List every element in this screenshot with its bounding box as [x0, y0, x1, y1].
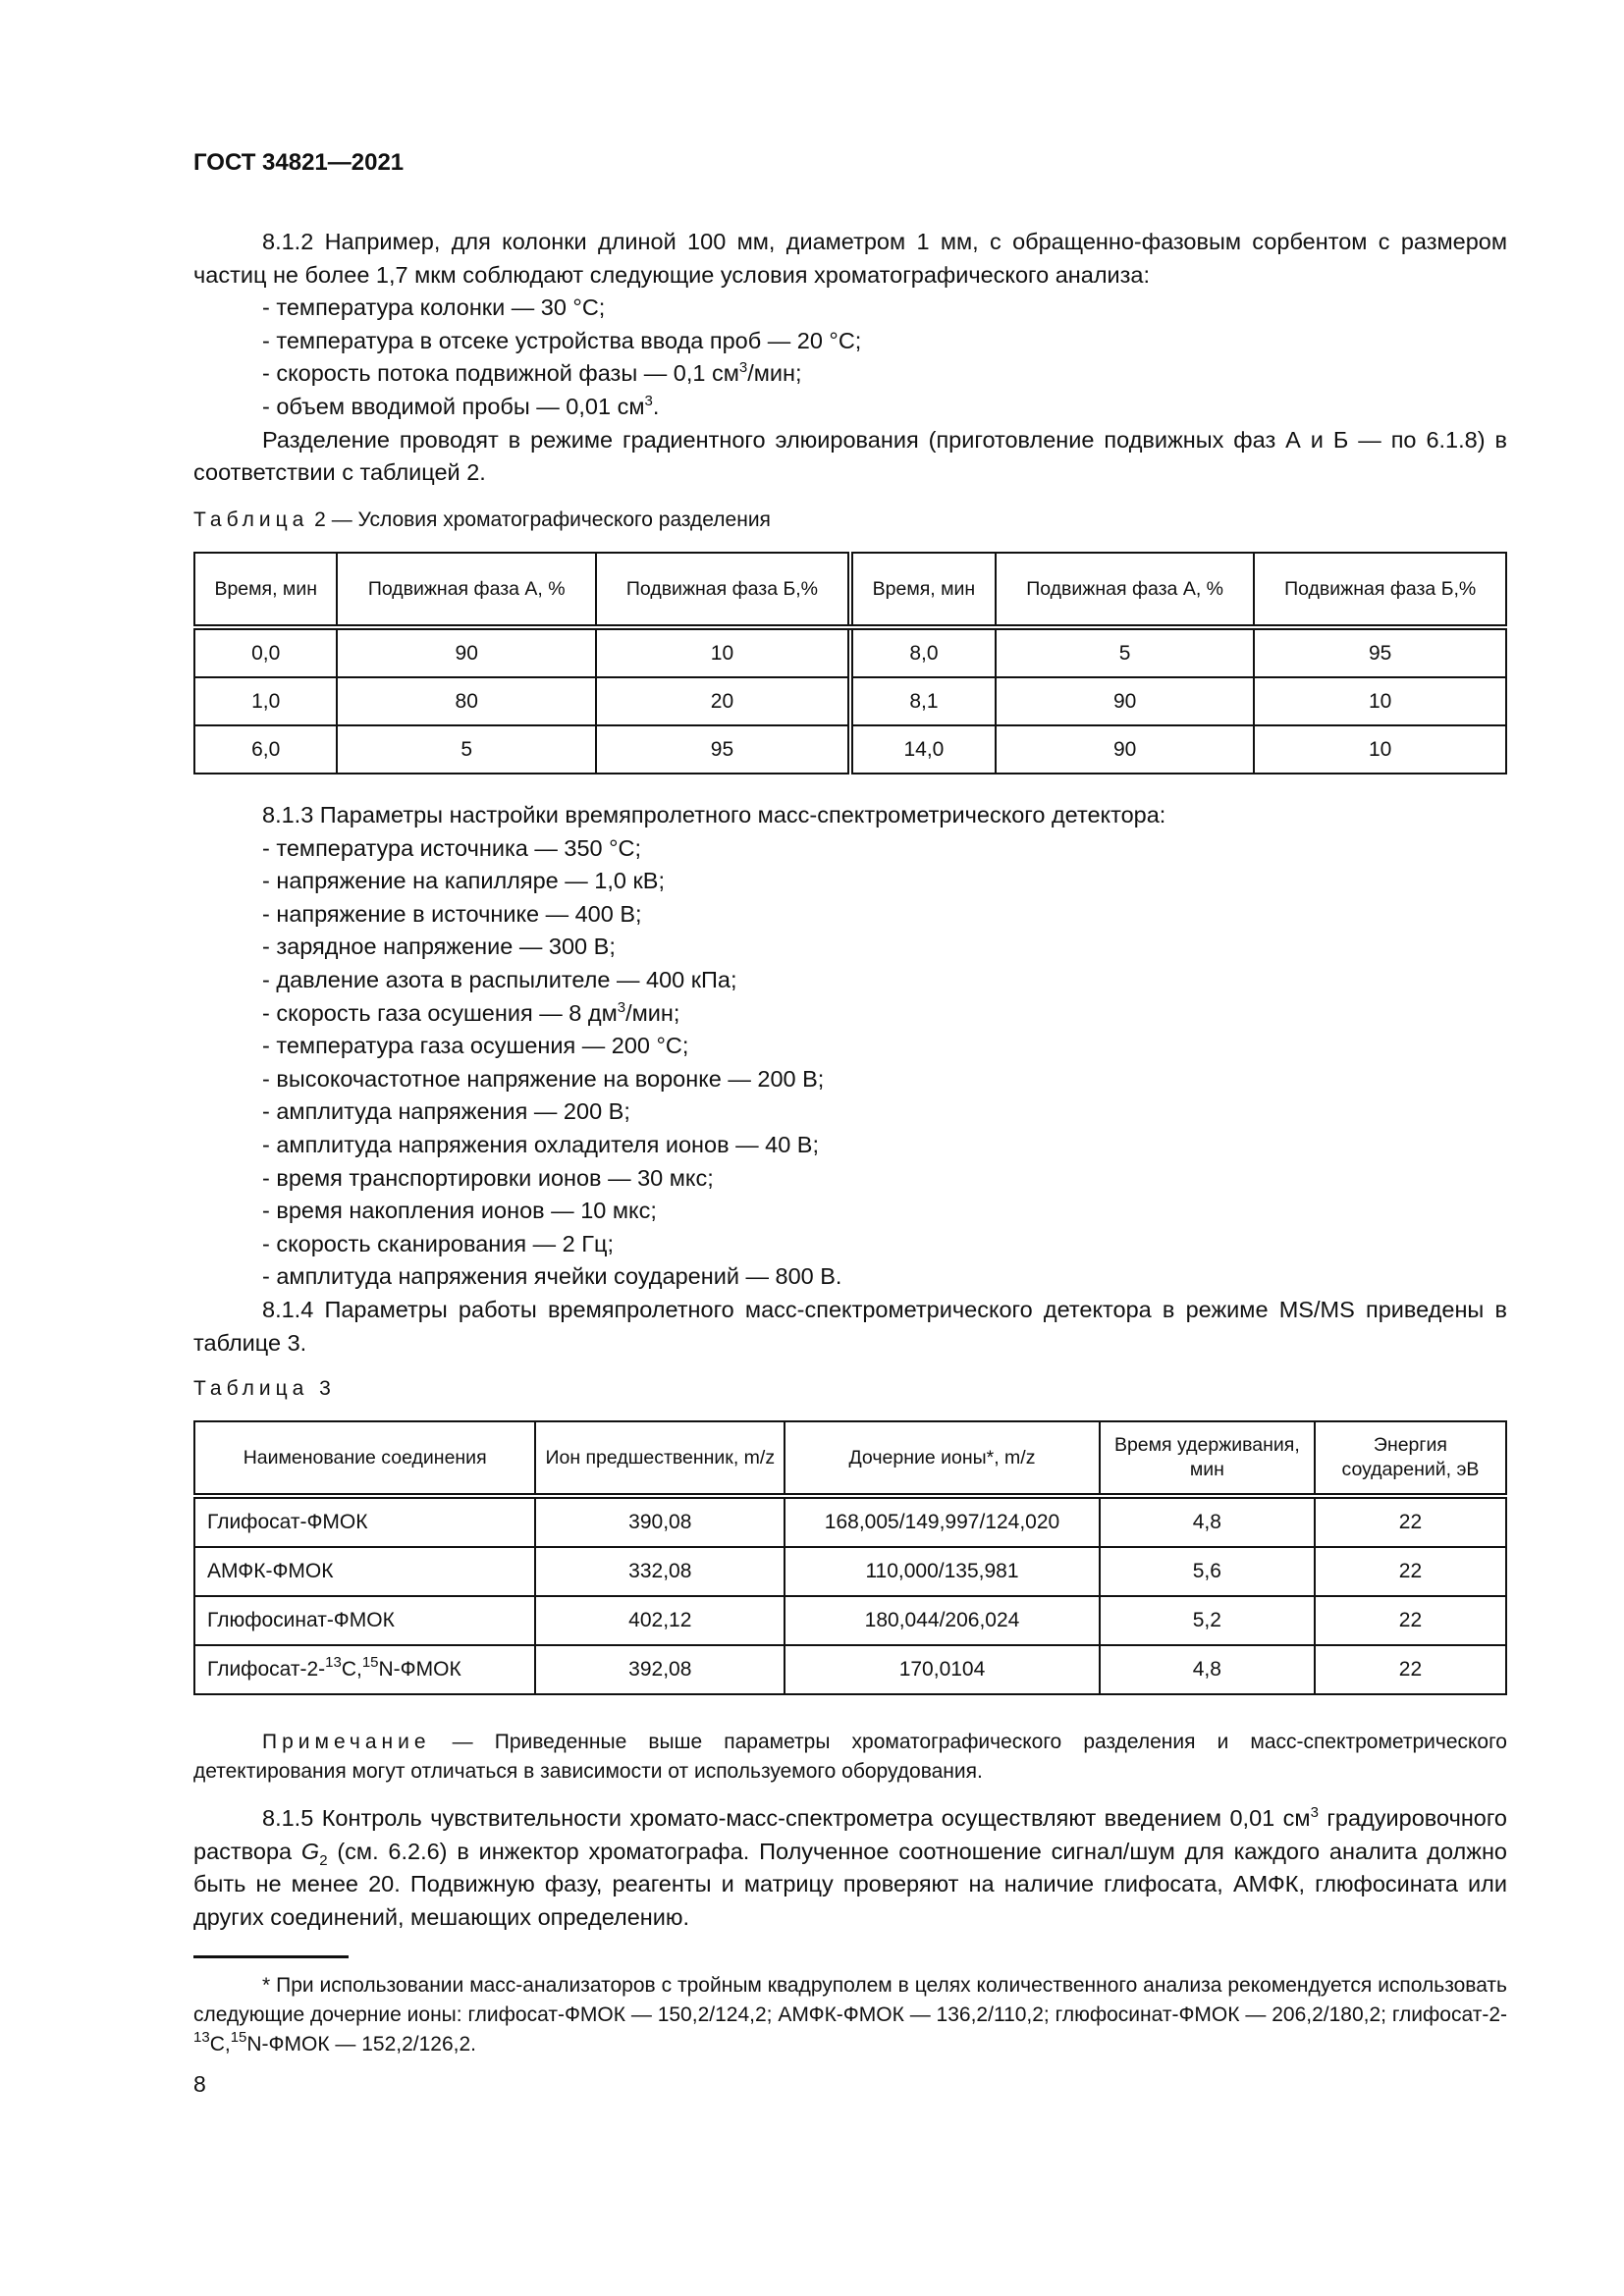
list-item: - температура в отсеке устройства ввода проб — 20 °С;: [262, 327, 862, 353]
note: [193, 1728, 1507, 1787]
page-number: 8: [193, 2071, 206, 2097]
list-item: - время транспортировки ионов — 30 мкс;: [262, 1164, 714, 1191]
superscript: 15: [230, 2029, 247, 2046]
list-item: [193, 391, 1507, 424]
cell: 22: [1315, 1547, 1506, 1596]
cell: 5,6: [1100, 1547, 1315, 1596]
text: - скорость газа осушения — 8 дм: [262, 999, 618, 1026]
column-header: Наименование соединения: [194, 1421, 535, 1496]
table2-caption: [193, 508, 1507, 532]
cell: 332,08: [535, 1547, 785, 1596]
table-row: [194, 677, 1506, 725]
note-text: [193, 1728, 1507, 1787]
list-item: - температура колонки — 30 °С;: [262, 294, 606, 321]
cell: 4,8: [1100, 1645, 1315, 1694]
text: .: [652, 393, 660, 419]
cell: 4,8: [1100, 1496, 1315, 1547]
cell: 5,2: [1100, 1596, 1315, 1645]
caption-label: Таблица: [193, 1377, 309, 1400]
cell: 8,1: [850, 677, 996, 725]
list-item: - скорость сканирования — 2 Гц;: [262, 1230, 614, 1256]
table3-caption: [193, 1377, 1507, 1401]
cell: 6,0: [194, 725, 337, 774]
list-item: - амплитуда напряжения — 200 В;: [262, 1098, 630, 1125]
paragraph-8-1-4: 8.1.4 Параметры работы времяпролетного масс-спектрометрического детектора в режиме MS/MS приведены в таблице 3.: [193, 1296, 1507, 1356]
cell: 390,08: [535, 1496, 785, 1547]
cell: 1,0: [194, 677, 337, 725]
list-item: - напряжение в источнике — 400 В;: [262, 900, 642, 927]
cell: 168,005/149,997/124,020: [785, 1496, 1100, 1547]
cell: 5: [337, 725, 595, 774]
superscript: 3: [644, 392, 653, 409]
cell: 22: [1315, 1496, 1506, 1547]
list-item: - зарядное напряжение — 300 В;: [262, 934, 616, 960]
text: G: [300, 1838, 320, 1864]
paragraph: Разделение проводят в режиме градиентного элюирования (приготовление подвижных фаз А и Б — по 6.1.8) в соответствии с таблицей 2.: [193, 426, 1507, 486]
cell: 14,0: [850, 725, 996, 774]
cell: Глюфосинат-ФМОК: [194, 1596, 535, 1645]
column-header: Подвижная фаза А, %: [337, 553, 595, 627]
footnote-text: [193, 1971, 1507, 2059]
table2: [193, 552, 1507, 774]
table-row: [194, 627, 1506, 677]
cell: 22: [1315, 1645, 1506, 1694]
list-item: - напряжение на капилляре — 1,0 кВ;: [262, 868, 665, 894]
column-header: Время удерживания, мин: [1100, 1421, 1315, 1496]
superscript: 3: [617, 998, 626, 1016]
text: (см. 6.2.6) в инжектор хроматографа. Полученное соотношение сигнал/шум для каждого аналита должно быть не менее 20. Подвижную фазу, реагенты и матрицу проверяют на наличие глифосата, АМФК, глюфосината или других соединений, мешающих определению.: [193, 1838, 1507, 1930]
table3: [193, 1420, 1507, 1695]
cell: 180,044/206,024: [785, 1596, 1100, 1645]
cell: 10: [1254, 725, 1506, 774]
cell: 80: [337, 677, 595, 725]
cell: 95: [596, 725, 850, 774]
list-item: - амплитуда напряжения охладителя ионов — 40 В;: [262, 1131, 819, 1157]
note-label: Примечание: [262, 1731, 431, 1753]
text: N-ФМОК — 152,2/126,2.: [246, 2033, 476, 2056]
cell: [194, 1645, 535, 1694]
cell: 90: [996, 725, 1254, 774]
text: * При использовании масс-анализаторов с тройным квадруполем в целях количественного анализа рекомендуется использовать следующие дочерние ионы: глифосат-ФМОК — 150,2/124,2; АМФК-ФМОК — 136,2/110,2; глюфосинат-ФМОК — 206,2/180,2; глифосат-2-: [193, 1974, 1507, 2026]
cell: Глифосат-ФМОК: [194, 1496, 535, 1547]
cell: 20: [596, 677, 850, 725]
footnote: [193, 1971, 1507, 2059]
table-row: [194, 1547, 1506, 1596]
cell: 0,0: [194, 627, 337, 677]
text: градуировочного раствора: [193, 1805, 1507, 1864]
text: C,: [209, 2033, 231, 2056]
list-item: - время накопления ионов — 10 мкс;: [262, 1198, 657, 1224]
list-item: - высокочастотное напряжение на воронке — 200 В;: [262, 1065, 825, 1092]
section-8-1-3: [193, 799, 1507, 1360]
text: 8.1.5 Контроль чувствительности хромато-масс-спектрометра осуществляют введением 0,01 см: [262, 1805, 1311, 1831]
text: N-ФМОК: [378, 1658, 461, 1681]
cell: 10: [596, 627, 850, 677]
text: Глифосат-2-: [207, 1658, 326, 1681]
footnote-divider: [193, 1955, 349, 1958]
document-header: ГОСТ 34821—2021: [193, 149, 405, 176]
list-item: - температура газа осушения — 200 °С;: [262, 1033, 689, 1059]
cell: АМФК-ФМОК: [194, 1547, 535, 1596]
table-row: [194, 1645, 1506, 1694]
column-header: Подвижная фаза Б,%: [596, 553, 850, 627]
cell: 90: [337, 627, 595, 677]
text: - объем вводимой пробы — 0,01 см: [262, 393, 645, 419]
column-header: Подвижная фаза А, %: [996, 553, 1254, 627]
caption-label: Таблица: [193, 508, 309, 531]
superscript: 15: [361, 1654, 379, 1671]
column-header: Время, мин: [850, 553, 996, 627]
section-8-1-5: [193, 1802, 1507, 1934]
table-row: [194, 1596, 1506, 1645]
cell: 22: [1315, 1596, 1506, 1645]
section-8-1-2: [193, 226, 1507, 490]
subscript: 2: [319, 1851, 328, 1869]
cell: 110,000/135,981: [785, 1547, 1100, 1596]
list-item: - давление азота в распылителе — 400 кПа;: [262, 966, 737, 992]
text: - скорость потока подвижной фазы — 0,1 см: [262, 360, 739, 387]
text: — Приведенные выше параметры хроматографического разделения и масс-спектрометрического детектирования могут отличаться в зависимости от используемого оборудования.: [193, 1731, 1507, 1783]
list-item: [193, 357, 1507, 391]
column-header: Дочерние ионы*, m/z: [785, 1421, 1100, 1496]
cell: 95: [1254, 627, 1506, 677]
text: /мин;: [625, 999, 680, 1026]
superscript: 13: [193, 2029, 210, 2046]
table-row: [194, 1496, 1506, 1547]
column-header: Ион предшественник, m/z: [535, 1421, 785, 1496]
list-item: - температура источника — 350 °С;: [262, 834, 642, 861]
cell: 5: [996, 627, 1254, 677]
text: /мин;: [747, 360, 802, 387]
column-header: Энергия соударений, эВ: [1315, 1421, 1506, 1496]
list-item: [193, 997, 1507, 1031]
cell: 10: [1254, 677, 1506, 725]
cell: 402,12: [535, 1596, 785, 1645]
table-row: [194, 725, 1506, 774]
cell: 8,0: [850, 627, 996, 677]
column-header: Время, мин: [194, 553, 337, 627]
paragraph: 8.1.3 Параметры настройки времяпролетного масс-спектрометрического детектора:: [262, 802, 1166, 828]
text: C,: [341, 1658, 362, 1681]
superscript: 13: [325, 1654, 342, 1671]
caption-text: 2 — Условия хроматографического разделения: [308, 508, 771, 531]
cell: 90: [996, 677, 1254, 725]
cell: 392,08: [535, 1645, 785, 1694]
paragraph: 8.1.2 Например, для колонки длиной 100 мм, диаметром 1 мм, с обращенно-фазовым сорбентом с размером частиц не более 1,7 мкм соблюдают следующие условия хроматографического анализа:: [193, 229, 1507, 288]
superscript: 3: [1310, 1804, 1319, 1821]
paragraph: [193, 1802, 1507, 1934]
superscript: 3: [738, 359, 748, 377]
cell: 170,0104: [785, 1645, 1100, 1694]
list-item: - амплитуда напряжения ячейки соударений — 800 В.: [262, 1263, 842, 1290]
caption-number: 3: [308, 1377, 336, 1400]
column-header: Подвижная фаза Б,%: [1254, 553, 1506, 627]
